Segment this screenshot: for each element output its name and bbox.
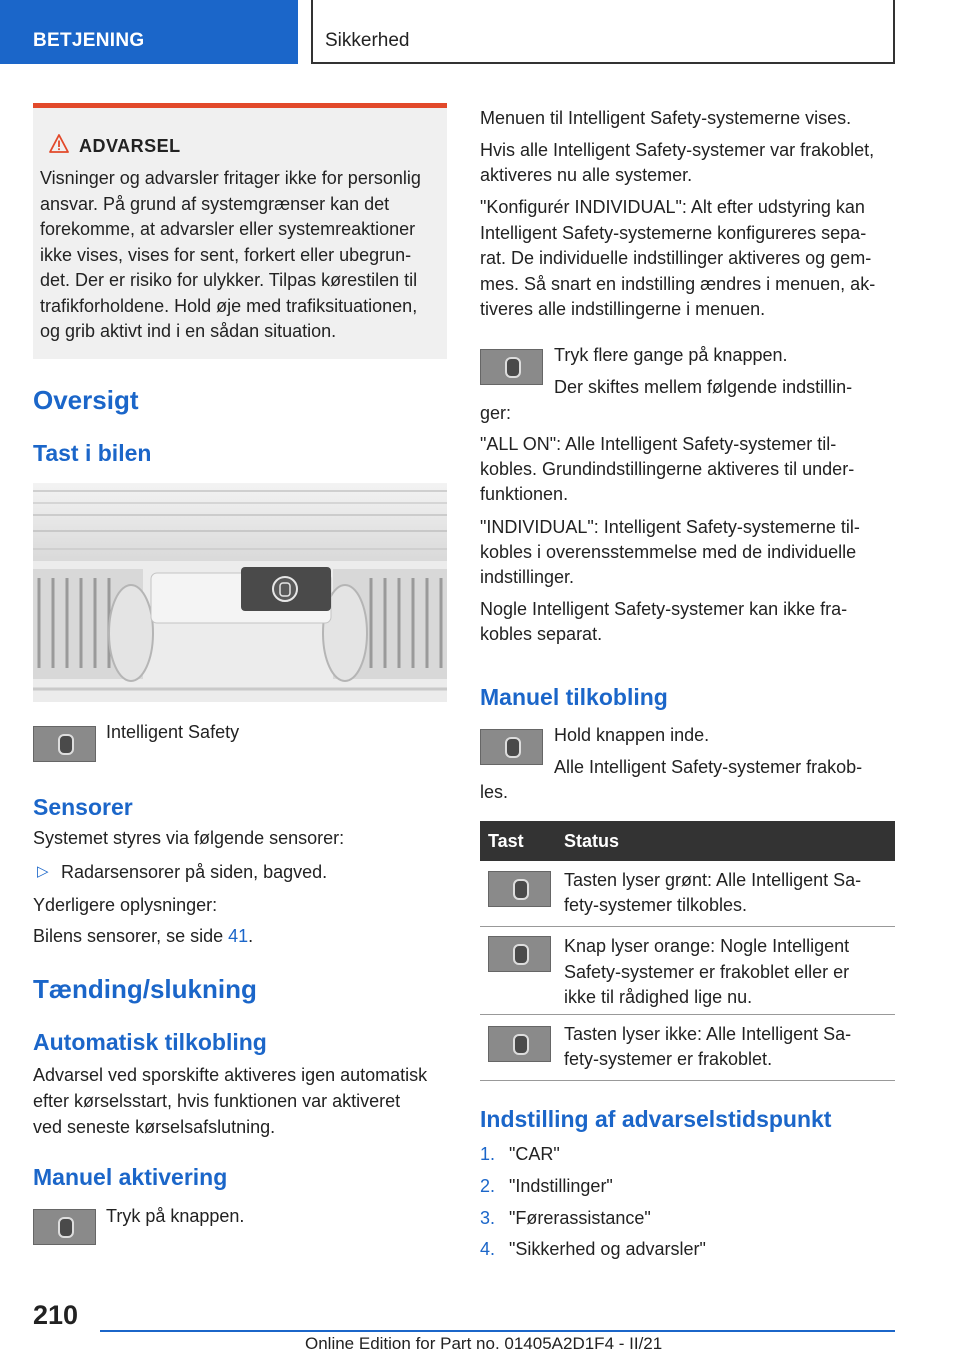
status-cell: Knap lyser orange: Nogle Intelligent Safety-systemer er frakoblet eller er ikke til rådighed lige nu. bbox=[564, 936, 850, 1007]
button-caption: Intelligent Safety bbox=[106, 722, 240, 742]
step-number: 3. bbox=[480, 1208, 496, 1228]
header-section-tab bbox=[0, 0, 298, 64]
step-text: "Førerassistance" bbox=[509, 1208, 651, 1228]
bullet-triangle-icon: ▷ bbox=[37, 863, 49, 880]
button-green-icon bbox=[488, 871, 551, 907]
warning-box bbox=[33, 103, 447, 359]
table-row bbox=[480, 861, 895, 927]
allon-text: "ALL ON": Alle Intelligent Safety-systemer til- kobles. Grundindstillingerne aktiveres til under- funktionen. bbox=[480, 434, 855, 504]
heading-oversigt: Oversigt bbox=[33, 385, 139, 415]
individual-text: "INDIVIDUAL": Intelligent Safety-systemerne til- kobles i overensstemmelse med de individuelle indstillinger. bbox=[480, 517, 860, 587]
status-cell: Tasten lyser ikke: Alle Intelligent Sa- fety-systemer er frakoblet. bbox=[564, 1024, 852, 1069]
col-header-status: Status bbox=[564, 831, 620, 851]
bilens-sensorer-text: Bilens sensorer, se side 41. bbox=[33, 926, 254, 946]
yderligere-text: Yderligere oplysninger: bbox=[33, 895, 218, 915]
tryk-text: Tryk på knappen. bbox=[106, 1206, 245, 1226]
dashboard-photo-illustration bbox=[33, 483, 447, 702]
paragraph-konfigurer: "Konfigurér INDIVIDUAL": Alt efter udstyring kan Intelligent Safety-systemerne konfigureres sepa- rat. De individuelle indstillinger aktiveres og gem- mes. Så snart en indstilling ændres i menuen, ak- tiveres alle indstillingerne i menuen. bbox=[480, 197, 876, 319]
alle-frakobles-text-cont: les. bbox=[480, 782, 509, 802]
tryk-flere-text: Tryk flere gange på knappen. bbox=[554, 345, 788, 365]
heading-sensorer: Sensorer bbox=[33, 794, 133, 820]
heading-manuel-aktivering: Manuel aktivering bbox=[33, 1164, 228, 1190]
heading-automatisk-tilkobling: Automatisk tilkobling bbox=[33, 1029, 267, 1055]
step-number: 1. bbox=[480, 1144, 496, 1164]
status-cell: Tasten lyser grønt: Alle Intelligent Sa- fety-systemer tilkobles. bbox=[564, 870, 862, 915]
status-table-header bbox=[480, 821, 895, 861]
warning-title: ADVARSEL bbox=[79, 136, 181, 156]
page-reference-link[interactable]: 41 bbox=[228, 926, 249, 946]
footer-edition: Online Edition for Part no. 01405A2D1F4 - II/21 bbox=[305, 1334, 663, 1353]
heading-taending-slukning: Tænding/slukning bbox=[33, 974, 257, 1004]
dashboard-button-photo bbox=[33, 483, 447, 702]
heading-manuel-tilkobling: Manuel tilkobling bbox=[480, 684, 668, 710]
step-text: "CAR" bbox=[509, 1144, 560, 1164]
step-text: "Indstillinger" bbox=[509, 1176, 613, 1196]
page-number: 210 bbox=[33, 1300, 79, 1330]
sensorer-intro: Systemet styres via følgende sensorer: bbox=[33, 828, 345, 848]
button-icon-manuel-aktivering bbox=[33, 1209, 96, 1245]
skiftes-text-cont: ger: bbox=[480, 403, 512, 423]
alle-frakobles-text: Alle Intelligent Safety-systemer frakob- bbox=[554, 757, 863, 777]
step-number: 4. bbox=[480, 1239, 496, 1259]
table-row bbox=[480, 927, 895, 1015]
footer-divider bbox=[100, 1330, 895, 1332]
skiftes-text: Der skiftes mellem følgende indstillin- bbox=[554, 377, 853, 397]
nogle-text: Nogle Intelligent Safety-systemer kan ikke fra- kobles separat. bbox=[480, 599, 848, 644]
step-number: 2. bbox=[480, 1176, 496, 1196]
button-icon-manuel-tilkobling bbox=[480, 729, 543, 765]
heading-indstilling: Indstilling af advarselstidspunkt bbox=[480, 1106, 832, 1132]
button-orange-icon bbox=[488, 936, 551, 972]
header-section-label: BETJENING bbox=[33, 30, 145, 51]
intelligent-safety-button-icon bbox=[33, 726, 96, 762]
paragraph-frakoblet: Hvis alle Intelligent Safety-systemer var frakoblet, aktiveres nu alle systemer. bbox=[480, 140, 875, 185]
table-row bbox=[480, 1015, 895, 1081]
warning-triangle-icon bbox=[49, 134, 69, 154]
heading-tast-i-bilen: Tast i bilen bbox=[33, 440, 152, 466]
hold-text: Hold knappen inde. bbox=[554, 725, 710, 745]
button-off-icon bbox=[488, 1026, 551, 1062]
header-chapter-tab bbox=[311, 0, 895, 64]
button-icon-tryk-flere bbox=[480, 349, 543, 385]
header-chapter-label: Sikkerhed bbox=[325, 30, 410, 51]
automatisk-text: Advarsel ved sporskifte aktiveres igen automatisk efter kørselsstart, hvis funktionen var aktiveret ved seneste kørselsafslutning. bbox=[33, 1065, 428, 1137]
sensor-list-item: Radarsensorer på siden, bagved. bbox=[61, 862, 328, 882]
step-text: "Sikkerhed og advarsler" bbox=[509, 1239, 706, 1259]
warning-text: Visninger og advarsler fritager ikke for personlig ansvar. På grund af systemgrænser kan det forekomme, at advarsler eller systemreaktioner ikke vises, vises for sent, forkert eller ubegrun- det. Der er risiko for ulykker. Tilpas kørestilen til trafikforholdene. Hold øje med trafiksituationen, og grib aktivt ind i en sådan situation. bbox=[40, 168, 421, 341]
col-header-tast: Tast bbox=[488, 831, 524, 851]
menu-text: Menuen til Intelligent Safety-systemerne vises. bbox=[480, 108, 852, 128]
